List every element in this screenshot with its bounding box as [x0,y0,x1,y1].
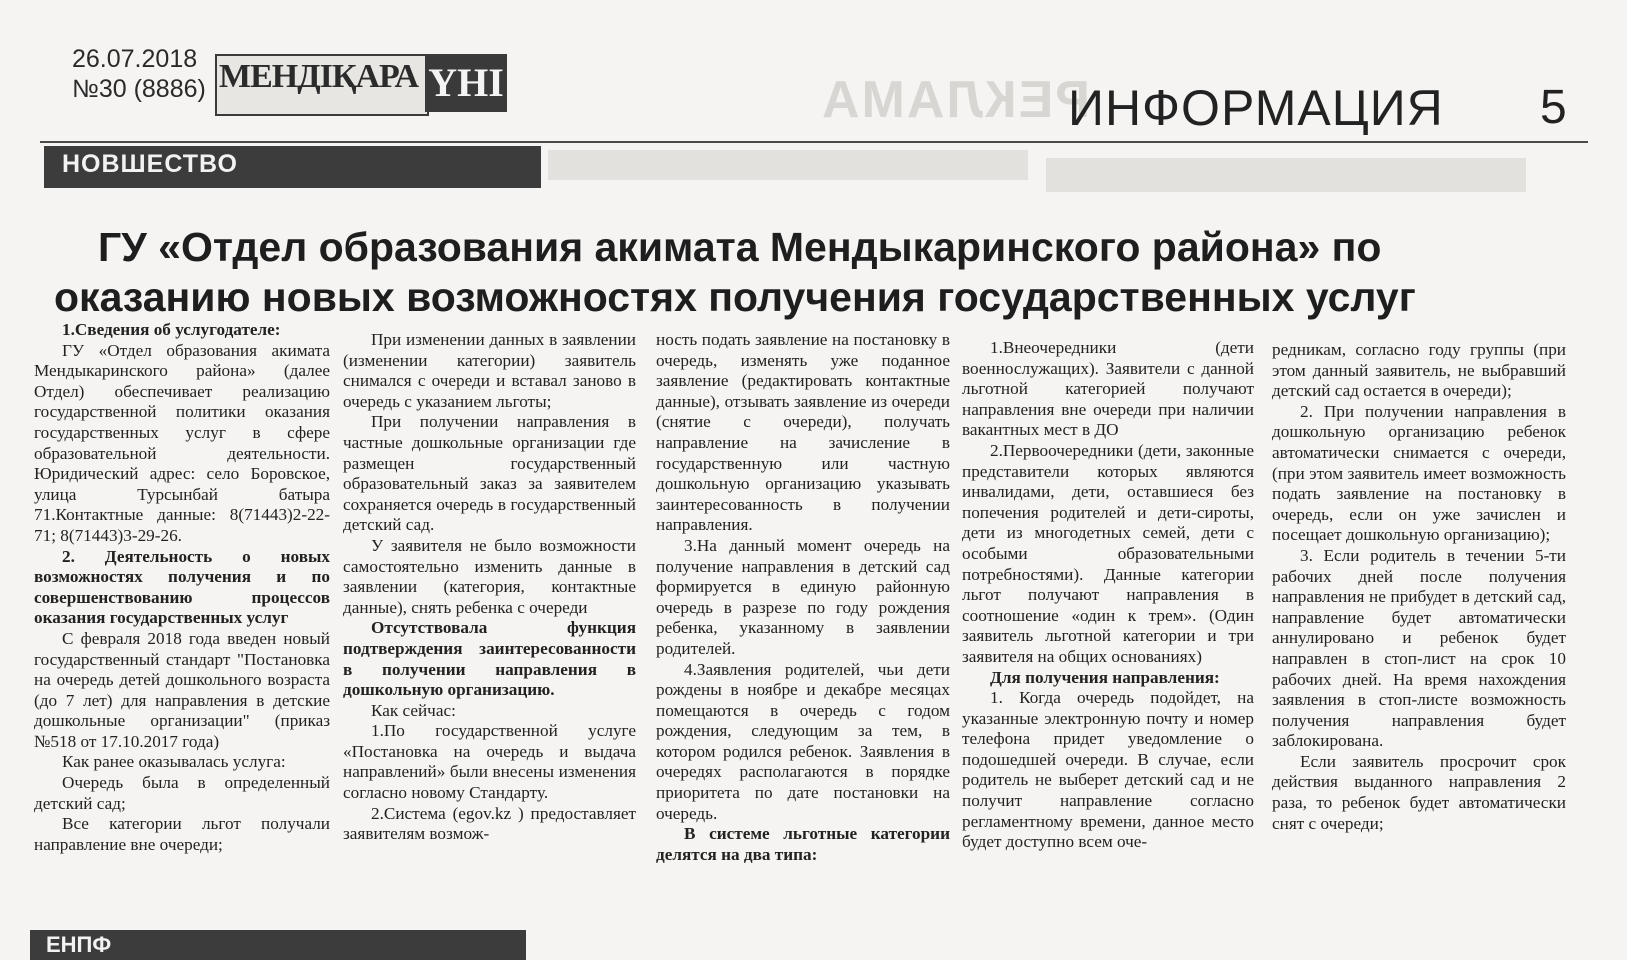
issue-number: №30 (8886) [72,75,206,103]
paragraph: Как ранее оказывалась услуга: [62,752,286,772]
paragraph: При получении направления в частные дошкольные организации где размещен государственный образовательный заказ за заявителем сохраняется очередь в государственный детский сад. [343,412,636,535]
article-column-3 [656,330,950,865]
paragraph: 2.Система (egov.kz ) предоставляет заявителям возмож- [343,803,636,844]
paragraph: У заявителя не было возможности самостоятельно изменить данные в заявлении (категория, контактные данные), снять ребенка с очереди [343,535,636,617]
paragraph: Если заявитель просрочит срок действия выданного направления 2 раза, то ребенок будет автоматически снят с очереди; [1272,751,1566,833]
headline-line-2: оказанию новых возможностях получения государственных услуг [54,274,1416,320]
paragraph: 4.Заявления родителей, чьи дети рождены в ноябре и декабре месяцах помещаются в очередь с годом рождения, следующим за тем, в котором родился ребенок. Заявления в очередях располагаются в порядке приоритета по дате постановки на очередь. [656,659,950,823]
paragraph: 3. Если родитель в течении 5-ти рабочих дней после получения направления не прибудет в детский сад, направление будет автоматически аннулировано и ребенок будет направлен в стоп-лист на срок 10 рабочих дней. На время нахождения заявления в стоп-листе возможность получения направления будет заблокирована. [1272,545,1566,751]
rubric-bar [44,146,541,188]
bleed-ad-word: РЕКЛАМА [820,71,1091,129]
rubric-label: НОВШЕСТВО [62,150,238,178]
paragraph: Отсутствовала функция подтверждения заинтересованности в получении направления в дошкольную организацию. [343,618,636,700]
paragraph: ность подать заявление на постановку в очередь, изменять уже поданное заявление (редактировать контактные данные), отзывать заявление из очереди (снятие с очереди), получать направление на зачисление в государственную или частную дошкольную организацию указывать заинтересованность в получении направления. [656,330,950,535]
paragraph: Все категории льгот получали направление вне очереди; [34,814,330,854]
paragraph: Как сейчас: [371,700,456,720]
bottom-rubric-label: ЕНПФ [46,932,112,957]
paragraph: 1.Сведения об услугодателе: [62,320,281,339]
bottom-rubric-bar [30,930,526,960]
issue-date: 26.07.2018 [72,45,198,73]
article-headline [54,222,1554,322]
paragraph: С февраля 2018 года введен новый государственный стандарт "Постановка на очередь детей дошкольного возраста (до 7 лет) для направления в детские дошкольные организации" (приказ №518 от 17.10.2017 года) [34,628,330,751]
newspaper-masthead [215,54,507,112]
paragraph: 2.Первоочередники (дети, законные представители которых являются инвалидами, дети, оставшиеся без попечения родителей и дети-сироты, дети из многодетных семей, дети с особыми образовательными потребностями). Данные категории льгот получают направления в соотношение «один к трем». (Один заявитель льготной категории и три заявителя на общих основаниях) [962,440,1254,666]
issue-info [72,44,206,104]
paragraph: редникам, согласно году группы (при этом данный заявитель, не выбравший детский сад остается в очереди); [1272,340,1566,401]
header-divider [40,141,1588,143]
paragraph: ГУ «Отдел образования акимата Мендыкаринского района» (далее Отдел) обеспечивает реализацию государственной политики оказания государственных услуг в сфере образовательной деятельности. Юридический адрес: село Боровское, улица Турсынбай батыра 71.Контактные данные: 8(71443)2-22-71; 8(71443)3-29-26. [34,340,330,545]
paragraph: 3.На данный момент очередь на получение направления в детский сад формируется в единую районную очередь в разрезе по году рождения ребенка, указанному в заявлении родителей. [656,535,950,658]
article-column-2 [343,330,636,845]
section-title: ИНФОРМАЦИЯ [1068,80,1444,136]
article-column-5 [1272,340,1566,834]
paragraph: Очередь была в определенный детский сад; [34,773,330,813]
paragraph: 1. Когда очередь подойдет, на указанные электронную почту и номер телефона придет уведомление о подошедшей очереди. В случае, если родитель не выберет детский сад и не получит направление согласно регламентному времени, данное место будет доступно всем оче- [962,688,1254,852]
article-column-4 [962,338,1254,853]
article-column-1 [34,320,330,855]
paragraph: При изменении данных в заявлении (изменении категории) заявитель снимался с очереди и вставал заново в очередь с указанием льготы; [343,330,636,411]
paragraph: 2. При получении направления в дошкольную организацию ребенок автоматически снимается с очереди, (при этом заявитель имеет возможность подать заявление на постановку в очередь, если он уже зачислен и посещает дошкольную организацию); [1272,401,1566,545]
headline-line-1: ГУ «Отдел образования акимата Мендыкаринского района» по [98,224,1382,270]
masthead-title-suffix: ҮНІ [425,54,507,112]
paragraph: 1.Внеочередники (дети военнослужащих). Заявители с данной льготной категорией получают направления вне очереди при наличии вакантных мест в ДО [962,338,1254,440]
bleed-bar-services [548,150,1028,180]
paragraph: Для получения направления: [990,667,1220,687]
masthead-title: МЕНДІҚАРА [219,58,419,95]
paragraph: 2. Деятельность о новых возможностях получения и по совершенствованию процессов оказания государственных услуг [34,546,330,628]
page-number: 5 [1540,81,1567,134]
paragraph: 1.По государственной услуге «Постановка на очередь и выдача направлений» были внесены изменения согласно новому Стандарту. [343,721,636,803]
paragraph: В системе льготные категории делятся на два типа: [656,824,950,864]
bleed-bar-realty [1046,158,1526,192]
